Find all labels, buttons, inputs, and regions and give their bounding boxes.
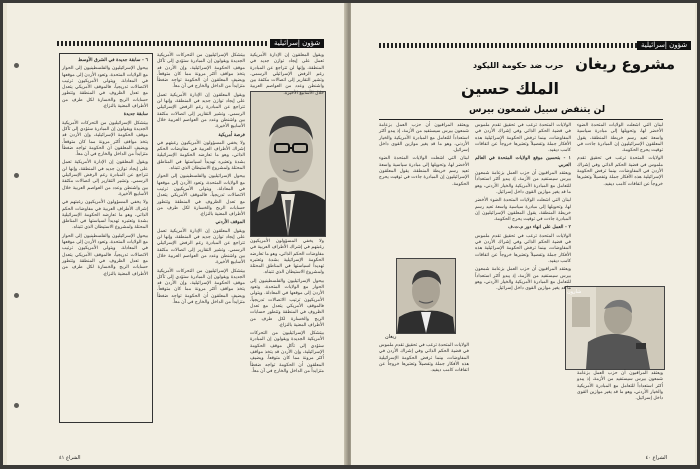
reagan-photo	[396, 258, 456, 334]
paragraph: ولا يخفي المسؤولون الأمريكيون رغبتهم في إشراك الأطراف العربية في مفاوضات الحكم الذاتي، وهو ما تعارضه الحكومة الإسرائيلية بشدة وتعتبره تهديداً لسياستها في المناطق المحتلة ولمشروع الاستيطان الذي تتبناه.	[62, 200, 148, 231]
binding-hole	[14, 63, 19, 68]
paragraph: الولايات المتحدة ترغب في تحقيق تقدم ملموس في قضية الحكم الذاتي وفي إشراك الأردن في المفاوضات، بينما ترفض الحكومة الإسرائيلية هذه الأفكار جملة وتفصيلاً وتعتبرها خروجاً عن اتفاقات كامب ديفيد.	[475, 233, 571, 264]
headline: مشروع ريغان	[575, 55, 675, 73]
right-column-1	[577, 123, 663, 283]
box-heading: ٦ - سابقة جديدة في الشرق الأوسط	[78, 58, 148, 63]
column-subhead: ٢ - العمل على انهاء دور م.ت.ف	[508, 225, 571, 231]
paragraph: بيحول الإسرائيليون والفلسطينيون إلى الحوار مع الولايات المتحدة، وتعود الأردن إلى موقعها في المعادلة. ويتولى الأمريكيون ترتيب الاتصالات تدريجياً، فالموقف الأمريكي يتعدل مع تعدل الظروف في المنطقة وتتطور حسابات الربح والخسارة لكل طرف من الأطراف المعنية بالنزاع.	[157, 174, 245, 218]
paragraph: لبنان التي اشعلت الولايات المتحدة الضوء الأخضر لها، وتحويلها إلى مبادرة سياسية واسعة تعيد رسم خريطة المنطقة، يقول المعلقون الإسرائيليون إن المبادرة جاءت في توقيت يحرج الحكومة.	[577, 123, 663, 154]
section-label: شؤون إسرائيلية	[270, 39, 324, 48]
left-column-3-bottom	[250, 239, 324, 423]
column-subhead: الموقف الأردني	[215, 220, 245, 226]
subheadline: الملك حسين	[461, 79, 559, 98]
officer-illustration	[566, 287, 664, 369]
portrait-illustration	[251, 92, 325, 236]
paragraph: ويقول المعلقون إن الإدارة الأمريكية تعمل على إيجاد توازن جديد في المنطقة، وإنها لن تتراجع عن المبادرة رغم الرفض الإسرائيلي الرسمي. وتشير التقارير إلى اتصالات مكثفة بين واشنطن وعدد من العواصم العربية خلال الأسابيع الأخيرة.	[250, 53, 324, 96]
paragraph: ويقول المعلقون إن الإدارة الأمريكية تعمل على إيجاد توازن جديد في المنطقة، وإنها لن تتراجع عن المبادرة رغم الرفض الإسرائيلي الرسمي. وتشير التقارير إلى اتصالات مكثفة بين واشنطن وعدد من العواصم العربية خلال الأسابيع الأخيرة.	[157, 92, 245, 130]
portrait-photo	[250, 91, 326, 237]
paragraph: ويعتقد المراقبون أن حزب العمل بزعامة شمعون بيرس سيستفيد من الأزمة، إذ يبدو أكثر استعداداً للتعامل مع المبادرة الأمريكية والخيار الأردني، وهو ما قد يغير موازين القوى داخل إسرائيل.	[475, 171, 571, 195]
paragraph: ويقول المعلقون إن الإدارة الأمريكية تعمل على إيجاد توازن جديد في المنطقة، وإنها لن تتراجع عن المبادرة رغم الرفض الإسرائيلي الرسمي. وتشير التقارير إلى اتصالات مكثفة بين واشنطن وعدد من العواصم العربية خلال الأسابيع الأخيرة.	[62, 160, 148, 197]
left-page	[7, 3, 348, 465]
right-column-2	[475, 123, 571, 423]
officer-photo	[565, 286, 665, 370]
paragraph: بيتشكل الإسرائيليون من التحركات الأمريكية الجديدة ويقولون إن المبادرة ستؤدي إلى تآكل موقف الحكومة الإسرائيلية، وإن الأردن قد يتخذ مواقف أكثر مرونة مما كان متوقعاً. ويضيف المعلقون أن الحكومة تواجه ضغطاً متزايداً من الداخل والخارج في آن معاً.	[250, 331, 324, 374]
magazine-spread	[3, 3, 697, 465]
paragraph: الولايات المتحدة ترغب في تحقيق تقدم ملموس في قضية الحكم الذاتي وفي إشراك الأردن في المفاوضات، بينما ترفض الحكومة الإسرائيلية هذه الأفكار جملة وتفصيلاً وتعتبرها خروجاً عن اتفاقات كامب ديفيد.	[379, 343, 469, 374]
paragraph: الولايات المتحدة ترغب في تحقيق تقدم ملموس في قضية الحكم الذاتي وفي إشراك الأردن في المفاوضات، بينما ترفض الحكومة الإسرائيلية هذه الأفكار جملة وتفصيلاً وتعتبرها خروجاً عن اتفاقات كامب ديفيد.	[577, 156, 663, 187]
binding-hole	[14, 173, 19, 178]
paragraph: بيحول الإسرائيليون والفلسطينيون إلى الحوار مع الولايات المتحدة، وتعود الأردن إلى موقعها في المعادلة. ويتولى الأمريكيون ترتيب الاتصالات تدريجياً، فالموقف الأمريكي يتعدل مع تعدل الظروف في المنطقة وتتطور حسابات الربح والخسارة لكل طرف من الأطراف المعنية بالنزاع.	[62, 233, 148, 277]
paragraph: لبنان التي اشعلت الولايات المتحدة الضوء الأخضر لها، وتحويلها إلى مبادرة سياسية واسعة تعيد رسم خريطة المنطقة، يقول المعلقون الإسرائيليون إن المبادرة جاءت في توقيت يحرج الحكومة.	[379, 156, 469, 187]
paragraph: الولايات المتحدة ترغب في تحقيق تقدم ملموس في قضية الحكم الذاتي وفي إشراك الأردن في المفاوضات، بينما ترفض الحكومة الإسرائيلية هذه الأفكار جملة وتفصيلاً وتعتبرها خروجاً عن اتفاقات كامب ديفيد.	[475, 123, 571, 154]
right-column-3-bottom	[379, 343, 469, 423]
section-label: شؤون إسرائيلية	[637, 41, 691, 50]
paragraph: بيتشكل الإسرائيليون من التحركات الأمريكية الجديدة ويقولون إن المبادرة ستؤدي إلى تآكل موقف الحكومة الإسرائيلية، وإن الأردن قد يتخذ مواقف أكثر مرونة مما كان متوقعاً. ويضيف المعلقون أن الحكومة تواجه ضغطاً متزايداً من الداخل والخارج في آن معاً.	[157, 53, 245, 90]
paragraph: بيتشكل الإسرائيليون من التحركات الأمريكية الجديدة ويقولون إن المبادرة ستؤدي إلى تآكل موقف الحكومة الإسرائيلية، وإن الأردن قد يتخذ مواقف أكثر مرونة مما كان متوقعاً. ويضيف المعلقون أن الحكومة تواجه ضغطاً متزايداً من الداخل والخارج في آن معاً.	[157, 268, 245, 305]
page-number: الشراع ٤١	[59, 455, 81, 461]
column-subhead: ١ - بتحسين موقع الولايات المتحدة في العالم العربي	[475, 156, 571, 168]
paragraph: ولا يخفي المسؤولون الأمريكيون رغبتهم في إشراك الأطراف العربية في مفاوضات الحكم الذاتي، وهو ما تعارضه الحكومة الإسرائيلية بشدة وتعتبره تهديداً لسياستها في المناطق المحتلة ولمشروع الاستيطان الذي تتبناه.	[157, 140, 245, 172]
right-page	[351, 3, 695, 465]
binding-hole	[14, 293, 19, 298]
paragraph: بيحول الإسرائيليون والفلسطينيون إلى الحوار مع الولايات المتحدة، وتعود الأردن إلى موقعها في المعادلة. ويتولى الأمريكيون ترتيب الاتصالات تدريجياً، فالموقف الأمريكي يتعدل مع تعدل الظروف في المنطقة وتتطور حسابات الربح والخسارة لكل طرف من الأطراف المعنية بالنزاع.	[62, 66, 148, 110]
byline: لن يتنفض سبيل شمعون بيرس	[469, 105, 606, 115]
column-subhead: فرصة أمريكية	[218, 132, 245, 138]
decorative-strip	[57, 41, 269, 46]
binding-hole	[14, 403, 19, 408]
paragraph: ويعتقد المراقبون أن حزب العمل بزعامة شمعون بيرس سيستفيد من الأزمة، إذ يبدو أكثر استعداداً للتعامل مع المبادرة الأمريكية والخيار الأردني، وهو ما قد يغير موازين القوى داخل إسرائيل.	[379, 123, 469, 154]
paragraph: ولا يخفي المسؤولون الأمريكيون رغبتهم في إشراك الأطراف العربية في مفاوضات الحكم الذاتي، وهو ما تعارضه الحكومة الإسرائيلية بشدة وتعتبره تهديداً لسياستها في المناطق المحتلة ولمشروع الاستيطان الذي تتبناه.	[250, 239, 324, 276]
headline-rule	[379, 119, 663, 120]
paragraph: ويعتقد المراقبون أن حزب العمل بزعامة شمعون بيرس سيستفيد من الأزمة، إذ يبدو أكثر استعداداً للتعامل مع المبادرة الأمريكية والخيار الأردني، وهو ما قد يغير موازين القوى داخل إسرائيل.	[577, 371, 663, 402]
left-column-1	[62, 56, 148, 418]
page-number: الشراع ٤٠	[645, 455, 667, 461]
decorative-strip	[379, 43, 663, 48]
photo-caption: ريغان	[385, 334, 397, 340]
left-column-2	[157, 53, 245, 423]
right-column-3-top	[379, 123, 469, 255]
paragraph: ويقول المعلقون إن الإدارة الأمريكية تعمل على إيجاد توازن جديد في المنطقة، وإنها لن تتراجع عن المبادرة رغم الرفض الإسرائيلي الرسمي. وتشير التقارير إلى اتصالات مكثفة بين واشنطن وعدد من العواصم العربية خلال الأسابيع الأخيرة.	[157, 228, 245, 266]
paragraph: بيحول الإسرائيليون والفلسطينيون إلى الحوار مع الولايات المتحدة، وتعود الأردن إلى موقعها في المعادلة. ويتولى الأمريكيون ترتيب الاتصالات تدريجياً، فالموقف الأمريكي يتعدل مع تعدل الظروف في المنطقة وتتطور حسابات الربح والخسارة لكل طرف من الأطراف المعنية بالنزاع.	[250, 278, 324, 328]
right-column-1-bottom	[577, 371, 663, 423]
paragraph: لبنان التي اشعلت الولايات المتحدة الضوء الأخضر لها، وتحويلها إلى مبادرة سياسية واسعة تعيد رسم خريطة المنطقة، يقول المعلقون الإسرائيليون إن المبادرة جاءت في توقيت يحرج الحكومة.	[475, 198, 571, 223]
reagan-illustration	[397, 259, 455, 333]
left-column-3-top	[250, 53, 324, 96]
paragraph: ويعتقد المراقبون أن حزب العمل بزعامة شمعون بيرس سيستفيد من الأزمة، إذ يبدو أكثر استعداداً للتعامل مع المبادرة الأمريكية والخيار الأردني، وهو ما قد يغير موازين القوى داخل إسرائيل.	[475, 267, 571, 292]
kicker: حرب ضد حكومة الليكود	[473, 61, 564, 70]
photo-caption: شارون	[567, 289, 582, 295]
column-subhead: سابقة جديدة	[123, 112, 148, 118]
paragraph: بيتشكل الإسرائيليون من التحركات الأمريكية الجديدة ويقولون إن المبادرة ستؤدي إلى تآكل موقف الحكومة الإسرائيلية، وإن الأردن قد يتخذ مواقف أكثر مرونة مما كان متوقعاً. ويضيف المعلقون أن الحكومة تواجه ضغطاً متزايداً من الداخل والخارج في آن معاً.	[62, 120, 148, 158]
